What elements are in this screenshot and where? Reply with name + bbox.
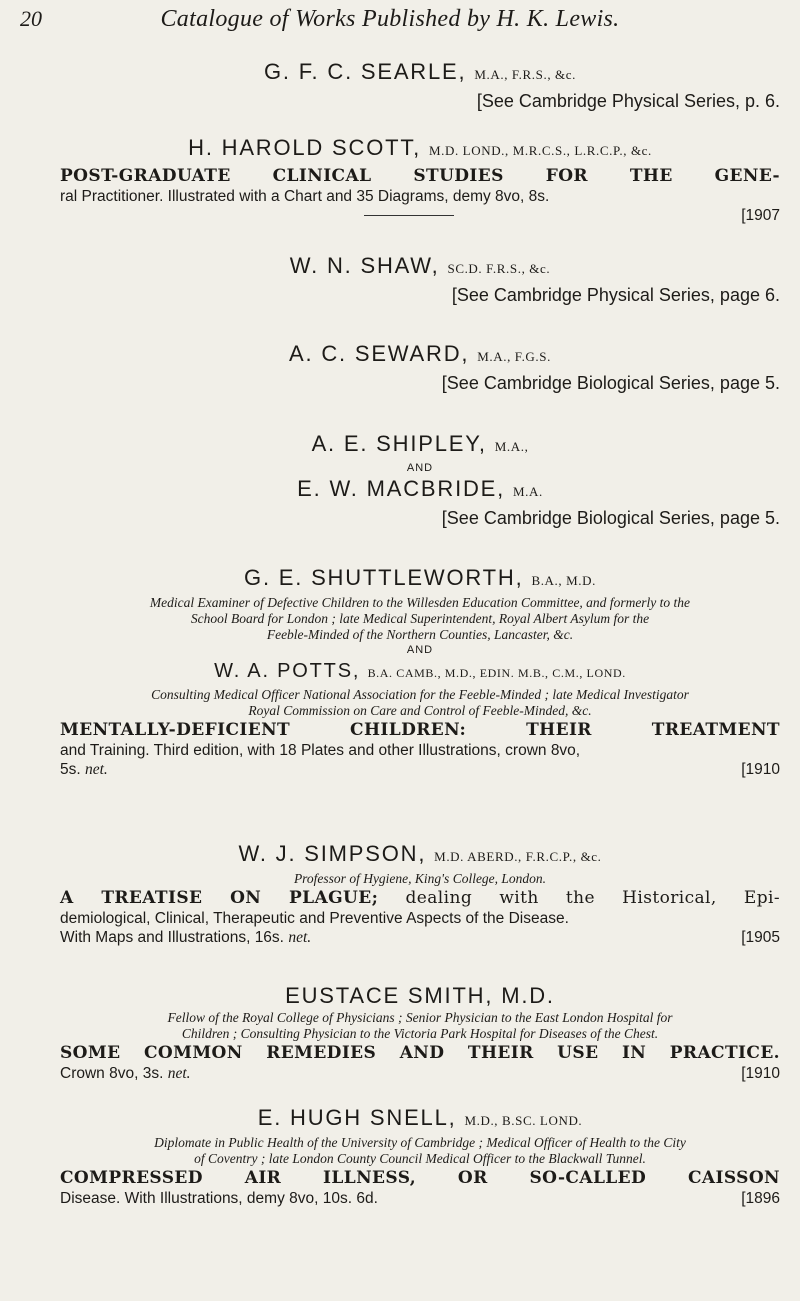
coauthor-name: E. W. MACBRIDE, M.A. (297, 476, 543, 501)
author-name: A. C. SEWARD, M.A., F.G.S. (289, 341, 551, 366)
coauthor-name: W. A. POTTS, B.A. CAMB., M.D., EDIN. M.B., C.M., LOND. (214, 660, 626, 682)
catalogue-title: Catalogue of Works Published by H. K. Lewis. (160, 6, 620, 32)
author-description: of Coventry ; late London County Council Medical Officer to the Blackwall Tunnel. (194, 1151, 646, 1166)
entry-shuttleworth-potts (60, 564, 780, 779)
author-description: Feeble-Minded of the Northern Counties, Lancaster, &c. (266, 627, 574, 642)
page-number: 20 (20, 6, 42, 31)
book-price-line: With Maps and Illustrations, 16s. net. [1905 (60, 929, 780, 946)
author-name: E. HUGH SNELL, M.D., B.SC. LOND. (257, 1105, 583, 1130)
author-name: W. J. SIMPSON, M.D. ABERD., F.R.C.P., &c. (238, 841, 602, 866)
author-name: G. E. SHUTTLEWORTH, B.A., M.D. (244, 565, 596, 590)
author-name: G. F. C. SEARLE, M.A., F.R.S., &c. (264, 59, 576, 84)
cross-reference: [See Cambridge Physical Series, page 6. (451, 285, 780, 305)
book-details: and Training. Third edition, with 18 Plates and other Illustrations, crown 8vo, (60, 742, 581, 759)
entry-smith (60, 982, 780, 1083)
publication-year: [1896 (741, 1190, 780, 1207)
entry-seward (60, 340, 780, 395)
publication-year-line (60, 206, 780, 225)
and-connector: AND (406, 644, 434, 656)
book-price-line: 5s. net. [1910 (60, 761, 780, 778)
author-description: Professor of Hygiene, King's College, London. (293, 871, 547, 886)
book-title: SOME COMMON REMEDIES AND THEIR USE IN PRACTICE. (60, 1043, 780, 1063)
author-description: Medical Examiner of Defective Children to the Willesden Education Committee, and formerly to the (149, 595, 691, 610)
entry-shaw (60, 252, 780, 307)
author-description: Diplomate in Public Health of the University of Cambridge ; Medical Officer of Health to the City (154, 1135, 686, 1150)
running-head (20, 4, 780, 44)
book-title: A TREATISE ON PLAGUE; dealing with the Historical, Epi- (60, 888, 780, 908)
publication-year: [1910 (741, 761, 780, 778)
cross-reference: [See Cambridge Physical Series, p. 6. (476, 91, 780, 111)
and-connector: AND (406, 462, 434, 474)
coauthor-description: Consulting Medical Officer National Association for the Feeble-Minded ; late Medical Investigator (151, 687, 689, 702)
book-title: POST-GRADUATE CLINICAL STUDIES FOR THE GENE- (60, 166, 780, 186)
book-details: demiological, Clinical, Therapeutic and Preventive Aspects of the Disease. (60, 910, 569, 927)
author-description: School Board for London ; late Medical Superintendent, Royal Albert Asylum for the (190, 611, 650, 626)
author-name: W. N. SHAW, SC.D. F.R.S., &c. (289, 253, 551, 278)
publication-year: [1910 (741, 1065, 780, 1082)
coauthor-description: Royal Commission on Care and Control of Feeble-Minded, &c. (248, 703, 592, 718)
cross-reference: [See Cambridge Biological Series, page 5. (441, 373, 780, 393)
publication-year: [1907 (741, 207, 780, 224)
entry-simpson (60, 840, 780, 947)
entry-snell (60, 1104, 780, 1208)
cross-reference: [See Cambridge Biological Series, page 5. (441, 508, 780, 528)
book-title: MENTALLY-DEFICIENT CHILDREN: THEIR TREATMENT (60, 720, 780, 740)
entry-shipley-macbride (60, 430, 780, 530)
author-name: H. HAROLD SCOTT, M.D. LOND., M.R.C.S., L.R.C.P., &c. (188, 135, 652, 160)
author-name: EUSTACE SMITH, M.D. (285, 983, 555, 1008)
book-price-line: Crown 8vo, 3s. net. [1910 (60, 1065, 780, 1082)
book-details: ral Practitioner. Illustrated with a Chart and 35 Diagrams, demy 8vo, 8s. (60, 188, 550, 205)
author-name: A. E. SHIPLEY, M.A., (311, 431, 529, 456)
entry-scott (60, 134, 780, 225)
author-description: Fellow of the Royal College of Physicians ; Senior Physician to the East London Hospital for (167, 1010, 673, 1025)
separator-dash (364, 215, 454, 216)
author-description: Children ; Consulting Physician to the Victoria Park Hospital for Diseases of the Chest. (181, 1026, 659, 1041)
book-title: COMPRESSED AIR ILLNESS, OR SO-CALLED CAISSON (60, 1168, 780, 1188)
book-price-line: Disease. With Illustrations, demy 8vo, 10s. 6d. [1896 (60, 1190, 780, 1207)
publication-year: [1905 (741, 929, 780, 946)
entry-searle (60, 58, 780, 113)
